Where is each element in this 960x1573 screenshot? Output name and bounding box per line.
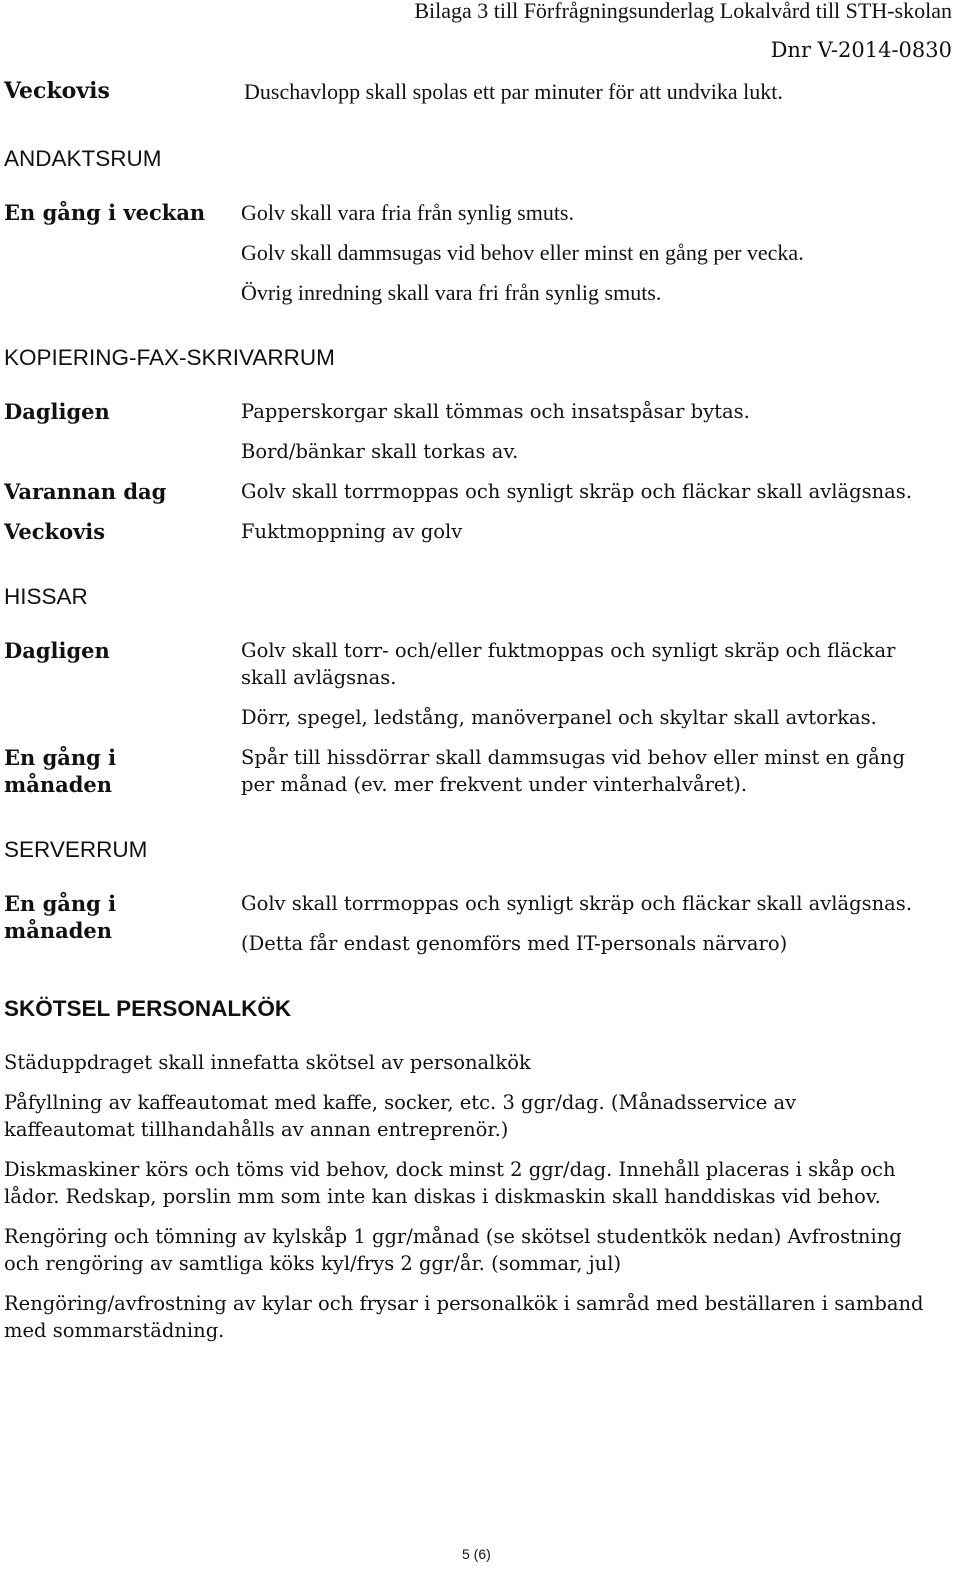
hissar-line-4: Spår till hissdörrar skall dammsugas vid behov eller minst en gång xyxy=(241,746,905,769)
hissar-line-2: skall avlägsnas. xyxy=(241,666,397,689)
hissar-line-3: Dörr, spegel, ledstång, manöverpanel och skyltar skall avtorkas. xyxy=(241,706,877,729)
hissar-term-monthly-line-1: En gång i xyxy=(4,745,117,770)
hissar-term-dagligen: Dagligen xyxy=(4,638,110,663)
section-heading-hissar: HISSAR xyxy=(4,584,88,609)
kopiering-line-4: Fuktmoppning av golv xyxy=(241,520,463,543)
andaktsrum-line-1: Golv skall vara fria från synlig smuts. xyxy=(241,200,574,225)
serverrum-line-2: (Detta får endast genomförs med IT-personals närvaro) xyxy=(241,932,788,955)
serverrum-term-line-1: En gång i xyxy=(4,891,117,916)
andaktsrum-line-3: Övrig inredning skall vara fri från synlig smuts. xyxy=(241,280,662,305)
top-row-term: Veckovis xyxy=(4,78,110,104)
skotsel-paragraph-4-line-2: och rengöring av samtliga köks kyl/frys 2 ggr/år. (sommar, jul) xyxy=(4,1252,622,1275)
hissar-line-5: per månad (ev. mer frekvent under vinterhalvåret). xyxy=(241,773,748,796)
skotsel-paragraph-5-line-1: Rengöring/avfrostning av kylar och frysar i personalkök i samråd med beställaren i samband xyxy=(4,1292,924,1315)
section-heading-skotsel: SKÖTSEL PERSONALKÖK xyxy=(4,996,292,1021)
hissar-term-monthly-line-2: månaden xyxy=(4,772,113,797)
section-heading-kopiering: KOPIERING-FAX-SKRIVARRUM xyxy=(4,345,335,370)
skotsel-paragraph-3-line-2: lådor. Redskap, porslin mm som inte kan diskas i diskmaskin skall handdiskas vid behov. xyxy=(4,1185,881,1208)
kopiering-line-3: Golv skall torrmoppas och synligt skräp och fläckar skall avlägsnas. xyxy=(241,480,913,503)
kopiering-line-1: Papperskorgar skall tömmas och insatspåsar bytas. xyxy=(241,400,750,423)
section-heading-serverrum: SERVERRUM xyxy=(4,837,148,862)
serverrum-term-line-2: månaden xyxy=(4,918,113,943)
kopiering-term-dagligen: Dagligen xyxy=(4,399,110,424)
document-header-title: Bilaga 3 till Förfrågningsunderlag Lokalvård till STH-skolan xyxy=(414,0,952,23)
kopiering-term-varannan-dag: Varannan dag xyxy=(4,479,167,504)
skotsel-paragraph-2-line-2: kaffeautomat tillhandahålls av annan entreprenör.) xyxy=(4,1118,509,1141)
andaktsrum-line-2: Golv skall dammsugas vid behov eller minst en gång per vecka. xyxy=(241,240,804,265)
page-number: 5 (6) xyxy=(462,1546,491,1562)
document-number: Dnr V-2014-0830 xyxy=(770,38,952,62)
kopiering-term-veckovis: Veckovis xyxy=(4,519,106,544)
serverrum-line-1: Golv skall torrmoppas och synligt skräp och fläckar skall avlägsnas. xyxy=(241,892,913,915)
skotsel-paragraph-1: Städuppdraget skall innefatta skötsel av personalkök xyxy=(4,1051,531,1074)
kopiering-line-2: Bord/bänkar skall torkas av. xyxy=(241,440,519,463)
skotsel-paragraph-3-line-1: Diskmaskiner körs och töms vid behov, dock minst 2 ggr/dag. Innehåll placeras i skåp och xyxy=(4,1158,896,1181)
top-row-text: Duschavlopp skall spolas ett par minuter för att undvika lukt. xyxy=(244,79,783,104)
hissar-line-1: Golv skall torr- och/eller fuktmoppas och synligt skräp och fläckar xyxy=(241,639,896,662)
andaktsrum-term: En gång i veckan xyxy=(4,200,206,225)
skotsel-paragraph-4-line-1: Rengöring och tömning av kylskåp 1 ggr/månad (se skötsel studentkök nedan) Avfrostning xyxy=(4,1225,902,1248)
skotsel-paragraph-5-line-2: med sommarstädning. xyxy=(4,1319,225,1342)
skotsel-paragraph-2-line-1: Påfyllning av kaffeautomat med kaffe, socker, etc. 3 ggr/dag. (Månadsservice av xyxy=(4,1091,797,1114)
section-heading-andaktsrum: ANDAKTSRUM xyxy=(4,146,162,171)
